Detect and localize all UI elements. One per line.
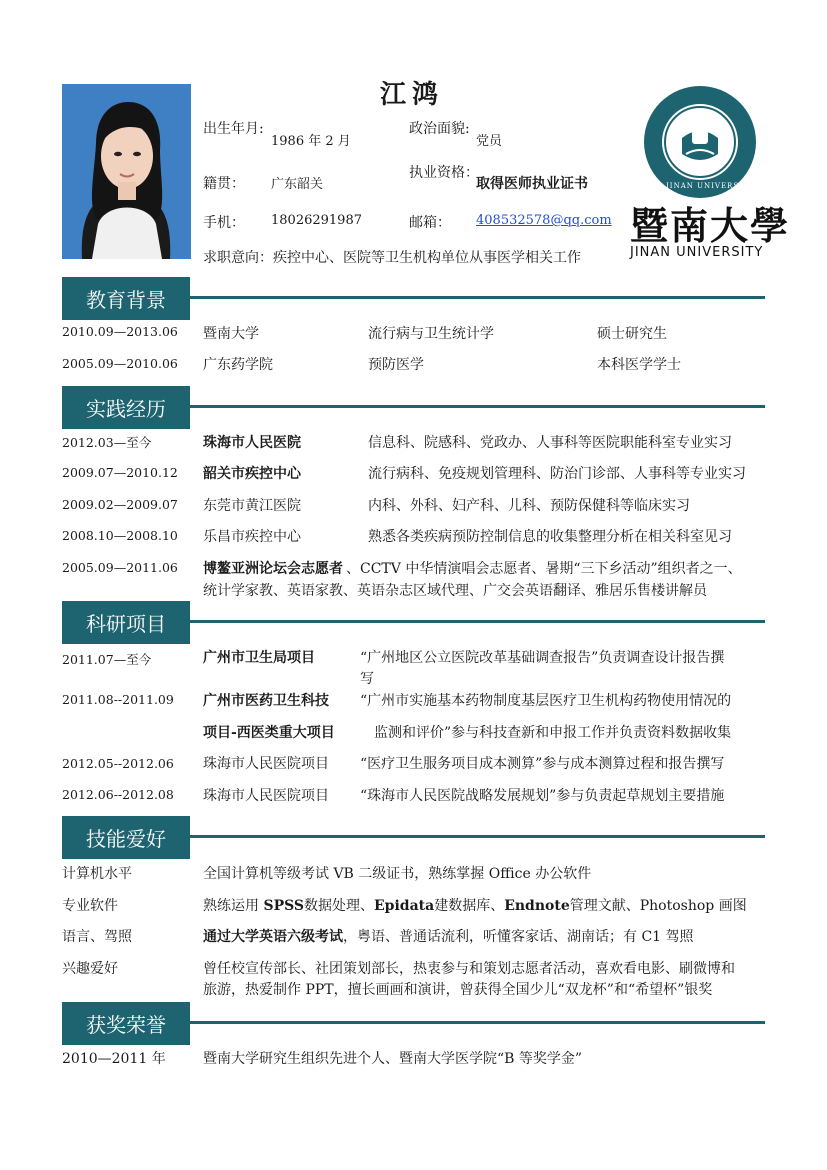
hometown-label: 籍贯： <box>203 176 245 192</box>
seal-ring-en: JINAN UNIVERSITY <box>666 182 755 190</box>
section-divider <box>190 620 765 623</box>
practice-org: 东莞市黄江医院 <box>203 498 301 514</box>
research-org: 珠海市人民医院项目 <box>203 756 329 772</box>
profile-photo <box>62 84 191 259</box>
candidate-name: 江鸿 <box>380 80 445 110</box>
award-text: 暨南大学研究生组织先进个人、暨南大学医学院“B 等奖学金” <box>203 1051 583 1067</box>
practice-desc: 流行病科、免疫规划管理科、防治门诊部、人事科等专业实习 <box>368 466 746 482</box>
research-date: 2011.08--2011.09 <box>62 692 174 707</box>
seal-ring-cn: 暨南大學 <box>686 121 723 131</box>
practice-org: 博鳌亚洲论坛会志愿者 <box>203 561 343 577</box>
education-school: 广东药学院 <box>203 357 273 373</box>
section-research-title: 科研项目 <box>62 601 190 643</box>
research-desc: “广州市实施基本药物制度基层医疗卫生机构药物使用情况的 <box>360 693 732 709</box>
license-value: 取得医师执业证书 <box>476 176 588 192</box>
section-divider <box>190 835 765 838</box>
practice-date: 2012.03—至今 <box>62 435 152 450</box>
skill-label: 计算机水平 <box>62 866 132 882</box>
practice-date: 2005.09—2011.06 <box>62 560 178 575</box>
birth-value: 1986 年 2 月 <box>271 134 351 149</box>
section-divider <box>190 405 765 408</box>
skill-label: 语言、驾照 <box>62 929 132 945</box>
practice-org: 乐昌市疾控中心 <box>203 529 301 545</box>
practice-desc: 、CCTV 中华情演唱会志愿者、暑期“三下乡活动”组织者之一、 <box>346 561 742 577</box>
skill-text: 全国计算机等级考试 VB 二级证书，熟练掌握 Office 办公软件 <box>203 866 592 882</box>
research-org: 广州市医药卫生科技 <box>203 693 329 709</box>
license-label: 执业资格： <box>409 165 479 181</box>
birth-label: 出生年月: <box>203 121 264 137</box>
education-date: 2010.09—2013.06 <box>62 324 178 339</box>
section-underline <box>62 428 190 429</box>
research-org-cont: 项目-西医类重大项目 <box>203 725 335 741</box>
phone-value: 18026291987 <box>271 213 362 228</box>
political-label: 政治面貌: <box>409 121 470 137</box>
research-date: 2012.06--2012.08 <box>62 787 174 802</box>
practice-desc: 信息科、院感科、党政办、人事科等医院职能科室专业实习 <box>368 435 732 451</box>
practice-desc: 熟悉各类疾病预防控制信息的收集整理分析在相关科室见习 <box>368 529 732 545</box>
university-logo <box>642 84 758 200</box>
practice-date: 2008.10—2008.10 <box>62 528 178 543</box>
section-underline <box>62 643 190 644</box>
section-divider <box>190 296 765 299</box>
section-skills-title: 技能爱好 <box>62 816 190 858</box>
skill-label: 专业软件 <box>62 898 118 914</box>
skill-text: 熟练运用 SPSS数据处理、Epidata建数据库、Endnote管理文献、Photoshop 画图 <box>203 898 747 914</box>
phone-label: 手机： <box>203 215 245 231</box>
education-degree: 硕士研究生 <box>597 326 667 342</box>
education-major: 预防医学 <box>368 357 424 373</box>
education-major: 流行病与卫生统计学 <box>368 326 494 342</box>
research-org: 珠海市人民医院项目 <box>203 788 329 804</box>
portrait-image <box>62 84 191 259</box>
email-link[interactable]: 408532578@qq.com <box>476 213 612 228</box>
research-org: 广州市卫生局项目 <box>203 650 315 666</box>
political-value: 党员 <box>476 134 503 149</box>
email-label: 邮箱： <box>409 215 451 231</box>
research-desc-cont: 监测和评价”参与科技查新和申报工作并负责资料数据收集 <box>374 725 732 741</box>
section-awards-title: 获奖荣誉 <box>62 1002 190 1044</box>
seal-year: 1906 <box>688 162 709 171</box>
practice-org: 韶关市疾控中心 <box>203 466 301 482</box>
research-date: 2012.05--2012.06 <box>62 756 174 771</box>
research-date: 2011.07—至今 <box>62 652 152 667</box>
research-desc: “广州地区公立医院改革基础调查报告”负责调查设计报告撰 <box>360 650 725 666</box>
job-intent: 求职意向：疾控中心、医院等卫生机构单位从事医学相关工作 <box>203 250 581 266</box>
practice-desc-cont: 统计学家教、英语家教、英语杂志区域代理、广交会英语翻译、雅居乐售楼讲解员 <box>203 583 707 599</box>
research-desc-cont: 写 <box>360 671 374 687</box>
research-desc: “医疗卫生服务项目成本测算”参与成本测算过程和报告撰写 <box>360 756 725 772</box>
education-date: 2005.09—2010.06 <box>62 356 178 371</box>
university-name-en: JINAN UNIVERSITY <box>630 245 764 260</box>
section-education-title: 教育背景 <box>62 277 190 319</box>
practice-date: 2009.02—2009.07 <box>62 497 178 512</box>
section-divider <box>190 1021 765 1024</box>
section-underline <box>62 858 190 859</box>
section-underline <box>62 1044 190 1045</box>
education-school: 暨南大学 <box>203 326 259 342</box>
education-degree: 本科医学学士 <box>597 357 681 373</box>
skill-text: 通过大学英语六级考试，粤语、普通话流利，听懂客家话、湖南话；有 C1 驾照 <box>203 929 694 945</box>
award-date: 2010—2011 年 <box>62 1051 166 1067</box>
practice-org: 珠海市人民医院 <box>203 435 301 451</box>
practice-date: 2009.07—2010.12 <box>62 465 178 480</box>
research-desc: “珠海市人民医院战略发展规划”参与负责起草规划主要措施 <box>360 788 725 804</box>
practice-desc: 内科、外科、妇产科、儿科、预防保健科等临床实习 <box>368 498 690 514</box>
skill-label: 兴趣爱好 <box>62 961 118 977</box>
skill-text-cont: 旅游，热爱制作 PPT，擅长画画和演讲，曾获得全国少儿“双龙杯”和“希望杯”银奖 <box>203 982 713 998</box>
section-underline <box>62 319 190 320</box>
hometown-value: 广东韶关 <box>271 177 324 192</box>
section-practice-title: 实践经历 <box>62 386 190 428</box>
university-name-cn: 暨南大學 <box>630 203 791 248</box>
skill-text: 曾任校宣传部长、社团策划部长，热衷参与和策划志愿者活动，喜欢看电影、刷微博和 <box>203 961 735 977</box>
